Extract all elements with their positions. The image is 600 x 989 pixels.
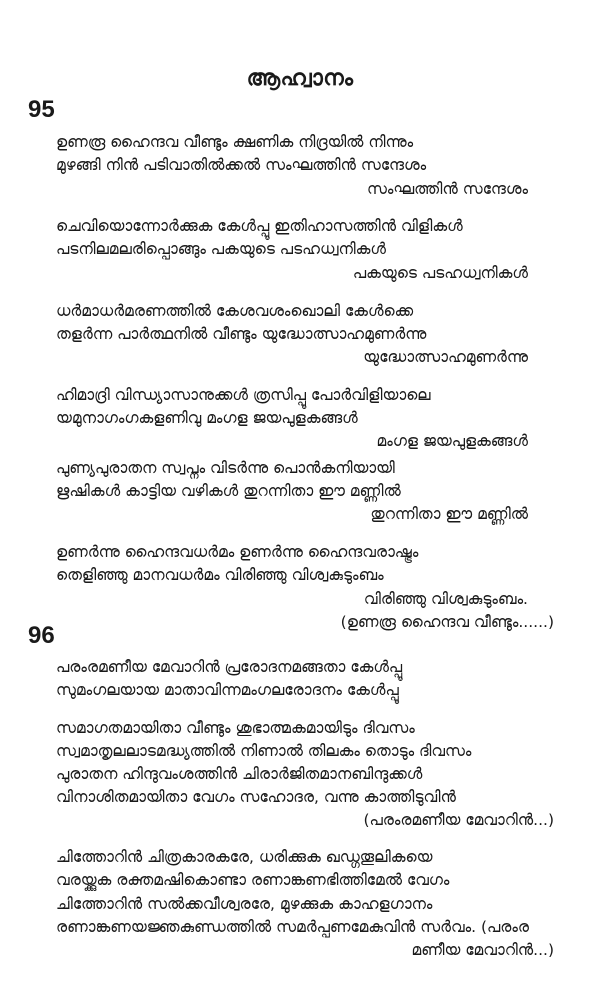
verse-line: പുണ്യപുരാതന സ്വപ്നം വിടർന്നു പൊൻകനിയായി xyxy=(56,459,395,477)
verse-line: സമാഗതമായിതാ വീണ്ടും ശുഭാത്മകമായിടും ദിവസം xyxy=(56,719,415,737)
verse-line: ചെവിയൊന്നോർക്കുക കേൾപ്പൂ ഇതിഹാസത്തിൻ വിളികൾ xyxy=(56,217,463,235)
refrain-line: വിരിഞ്ഞു വിശ്വകുടുംബം. xyxy=(363,590,528,608)
refrain-line: പകയുടെ പടഹധ്വനികൾ xyxy=(352,264,528,282)
verse-line: സുമംഗലയായ മാതാവിന്നമംഗലരോദനം കേൾപ്പൂ xyxy=(56,681,399,699)
chorus-reference: മണീയ മേവാറിൻ...) xyxy=(411,941,554,959)
refrain-line: മംഗള ജയപുളകങ്ങൾ xyxy=(376,432,528,450)
refrain-line: യുദ്ധോത്സാഹമുണർന്നു xyxy=(363,348,528,366)
verse-line: തെളിഞ്ഞു മാനവധർമം വിരിഞ്ഞു വിശ്വകുടുംബം xyxy=(56,566,384,584)
verse-line: ധർമാധർമരണത്തിൽ കേശവശംഖൊലി കേൾക്കെ xyxy=(56,302,414,320)
verse-line: ചിത്തോറിൻ ചിത്രകാരകരേ, ധരിക്കുക ഖഡ്ഗതൂലികയെ xyxy=(56,848,433,866)
verse-line: ഉണരൂ ഹൈന്ദവ വീണ്ടും ക്ഷണിക നിദ്രയിൽ നിന്നും xyxy=(56,133,414,151)
verse-line: വിനാശിതമായിതാ വേഗം സഹോദര, വന്നു കാത്തിടുവിൻ xyxy=(56,788,456,806)
verse-line: ഉണർന്നു ഹൈന്ദവധർമം ഉണർന്നു ഹൈന്ദവരാഷ്ട്രം xyxy=(56,543,419,561)
verse-line: രണാങ്കണയജ്ഞകുണ്ഡത്തിൽ സമർപ്പണമേകുവിൻ സർവം. (പരംര xyxy=(56,918,529,936)
verse-line: പുരാതന ഹിന്ദുവംശത്തിൻ ചിരാർജിതമാനബിന്ദുക്കൾ xyxy=(56,765,423,783)
refrain-line: സംഘത്തിൻ സന്ദേശം xyxy=(366,180,528,198)
chorus-reference: (പരംരമണീയ മേവാറിൻ...) xyxy=(363,811,554,829)
chorus-reference: (ഉണരൂ ഹൈന്ദവ വീണ്ടും......) xyxy=(340,613,554,631)
verse-line: സ്വമാതൃലലാടമദ്ധ്യത്തിൽ നിണാൽ തിലകം തൊടും ദിവസം xyxy=(56,742,472,760)
verse-line: ചിത്തോറിൻ സൽക്കവീശ്വരരേ, മുഴക്കുക കാഹളഗാനം xyxy=(56,895,433,913)
page-title: ആഹ്വാനം xyxy=(246,66,354,91)
verse-line: തളർന്ന പാർത്ഥനിൽ വീണ്ടും യുദ്ധോത്സാഹമുണർന്നു xyxy=(56,325,427,343)
verse-line: പടനിലമലരിപ്പൊങ്ങും പകയുടെ പടഹധ്വനികൾ xyxy=(56,240,386,258)
song-number-95: 95 xyxy=(28,96,55,123)
verse-line: മുഴങ്ങി നിൻ പടിവാതിൽക്കൽ സംഘത്തിൻ സന്ദേശം xyxy=(56,156,427,174)
verse-line: ഹിമാദ്രി വിന്ധ്യാസാനുക്കൾ ത്രസിപ്പൂ പോർവിളിയാലെ xyxy=(56,386,431,404)
verse-line: വരയ്ക്കുക രക്തമഷികൊണ്ടാ രണാങ്കണഭിത്തിമേൽ വേഗം xyxy=(56,871,450,889)
verse-line: ഋഷികൾ കാട്ടിയ വഴികൾ തുറന്നിതാ ഈ മണ്ണിൽ xyxy=(56,482,401,500)
verse-line: പരംരമണീയ മേവാറിൻ പ്രരോദനമങ്ങതാ കേൾപ്പൂ xyxy=(56,658,403,676)
song-number-96: 96 xyxy=(28,622,55,649)
verse-line: യമുനാഗംഗകളണിവു മംഗള ജയപുളകങ്ങൾ xyxy=(56,409,358,427)
refrain-line: തുറന്നിതാ ഈ മണ്ണിൽ xyxy=(370,505,528,523)
